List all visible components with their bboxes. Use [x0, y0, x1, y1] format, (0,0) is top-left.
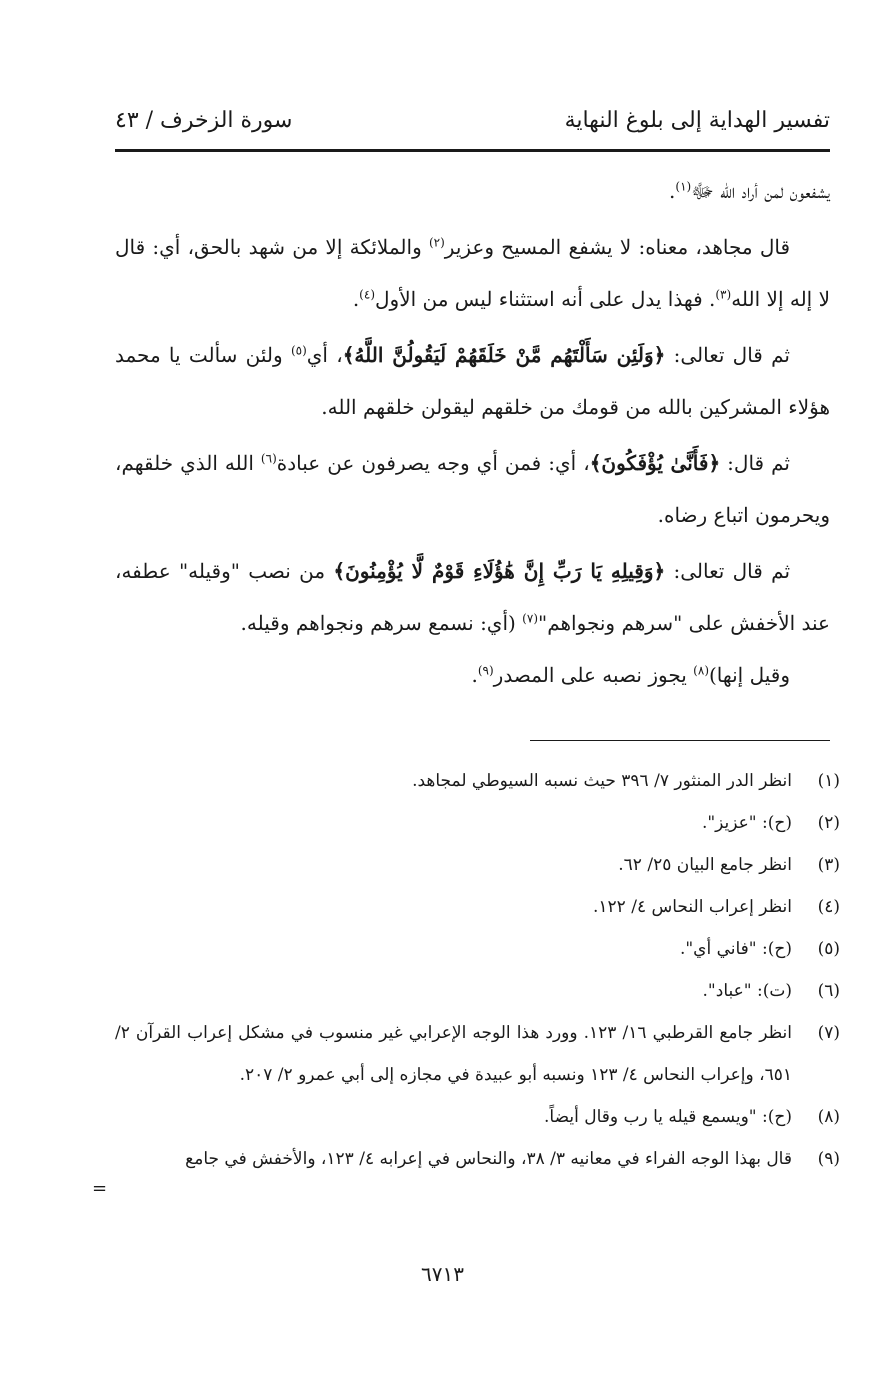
paragraph-3: ثم قال تعالى: ﴿وَلَئِن سَأَلْتَهُم مَّنْ خَلَقَهُمْ لَيَقُولُنَّ اللَّهُ﴾، أي$^{(٥)}$ ولئن سألت يا محمد هؤلاء المشركين بالله من قومك من خلقهم ليقولن خلقهم الله. [115, 343, 830, 419]
footnote-text: (ت): "عباد". [702, 981, 792, 1001]
continuation-mark: = [92, 1178, 108, 1199]
footnote-number: (٤) [817, 897, 840, 917]
footnotes [115, 760, 840, 1180]
paragraph-2: قال مجاهد، معناه: لا يشفع المسيح وعزير$^{(٢)}$ والملائكة إلا من شهد بالحق، أي: قال لا إله إلا الله$^{(٣)}$. فهذا يدل على أنه استثناء ليس من الأول$^{(٤)}$. [115, 235, 830, 311]
footnote-9 [115, 1138, 840, 1180]
footnote-text: (ح): "عزيز". [701, 813, 792, 833]
footnote-4 [115, 886, 840, 928]
footnote-5 [115, 928, 840, 970]
footnote-2 [115, 802, 840, 844]
footnote-ref-4: (٤) [359, 287, 375, 302]
quran-verse: ﴿فَأَنَّىٰ يُؤْفَكُونَ﴾ [589, 451, 721, 475]
footnote-number: (١) [817, 771, 840, 791]
footnote-ref-6: (٦) [260, 451, 277, 466]
footnote-text: (ح): "فاني أي". [679, 939, 792, 959]
footnote-text: انظر الدر المنثور ٧/ ٣٩٦ حيث نسبه السيوطي لمجاهد. [412, 771, 792, 791]
paragraph-4: ثم قال: ﴿فَأَنَّىٰ يُؤْفَكُونَ﴾، أي: فمن أي وجه يصرفون عن عبادة$^{(٦)}$ الله الذي خلقهم، ويحرمون اتباع رضاه. [115, 451, 830, 527]
footnote-number: (٣) [817, 855, 840, 875]
footnote-ref-1: (١) [675, 179, 692, 194]
footnote-text: انظر جامع البيان ٢٥/ ٦٢. [618, 855, 792, 875]
footnote-8 [115, 1096, 840, 1138]
surah-label: سورة الزخرف / ٤٣ [115, 107, 293, 133]
footnote-ref-8: (٨) [693, 663, 709, 678]
footnote-text: قال بهذا الوجه الفراء في معانيه ٣/ ٣٨، والنحاس في إعرابه ٤/ ١٢٣، والأخفش في جامع [185, 1149, 792, 1169]
quran-verse: ﴿وَقِيلِهِ يَا رَبِّ إِنَّ هَٰؤُلَاءِ قَوْمٌ لَّا يُؤْمِنُونَ﴾ [333, 559, 666, 583]
main-text [115, 165, 830, 701]
footnote-number: (٦) [817, 981, 840, 1001]
footnote-6 [115, 970, 840, 1012]
footnote-7 [115, 1012, 840, 1096]
footnote-ref-2: (٢) [428, 235, 445, 250]
footnote-ref-3: (٣) [715, 287, 732, 302]
footnote-3 [115, 844, 840, 886]
footnote-number: (٢) [817, 813, 840, 833]
page-number: ٦٧١٣ [421, 1262, 464, 1286]
paragraph-5: ثم قال تعالى: ﴿وَقِيلِهِ يَا رَبِّ إِنَّ هَٰؤُلَاءِ قَوْمٌ لَّا يُؤْمِنُونَ﴾ من نصب "وقيله" عطفه، عند الأخفش على "سرهم ونجواهم"$^{(٧)}$ (أي: نسمع سرهم ونجواهم وقيله. [115, 559, 830, 635]
paragraph-6: وقيل إنها)$^{(٨)}$ يجوز نصبه على المصدر$^{(٩)}$. [471, 663, 790, 687]
footnote-number: (٥) [817, 939, 840, 959]
quran-verse: ﴿وَلَئِن سَأَلْتَهُم مَّنْ خَلَقَهُمْ لَيَقُولُنَّ اللَّهُ﴾ [342, 343, 666, 367]
book-title: تفسير الهداية إلى بلوغ النهاية [564, 107, 830, 133]
footnote-ref-5: (٥) [290, 343, 307, 358]
paragraph-1: يشفعون لمن أراد الله ﷻ$^{(١)}$. [669, 179, 830, 203]
footnote-separator [530, 740, 830, 741]
footnote-ref-9: (٩) [477, 663, 494, 678]
header-rule [115, 149, 830, 152]
footnote-text: انظر جامع القرطبي ١٦/ ١٢٣. وورد هذا الوجه الإعرابي غير منسوب في مشكل إعراب القرآن ٢/ ٦٥١، وإعراب النحاس ٤/ ١٢٣ ونسبه أبو عبيدة في مجازه إلى أبي عمرو ٢/ ٢٠٧. [115, 1023, 793, 1085]
footnote-1 [115, 760, 840, 802]
footnote-text: (ح): "ويسمع قيله يا رب وقال أيضاً. [544, 1107, 792, 1127]
footnote-ref-7: (٧) [522, 611, 538, 626]
footnote-number: (٩) [817, 1149, 840, 1169]
footnote-number: (٧) [817, 1023, 840, 1043]
running-header [115, 100, 830, 140]
footnote-number: (٨) [817, 1107, 840, 1127]
footnote-text: انظر إعراب النحاس ٤/ ١٢٢. [593, 897, 792, 917]
